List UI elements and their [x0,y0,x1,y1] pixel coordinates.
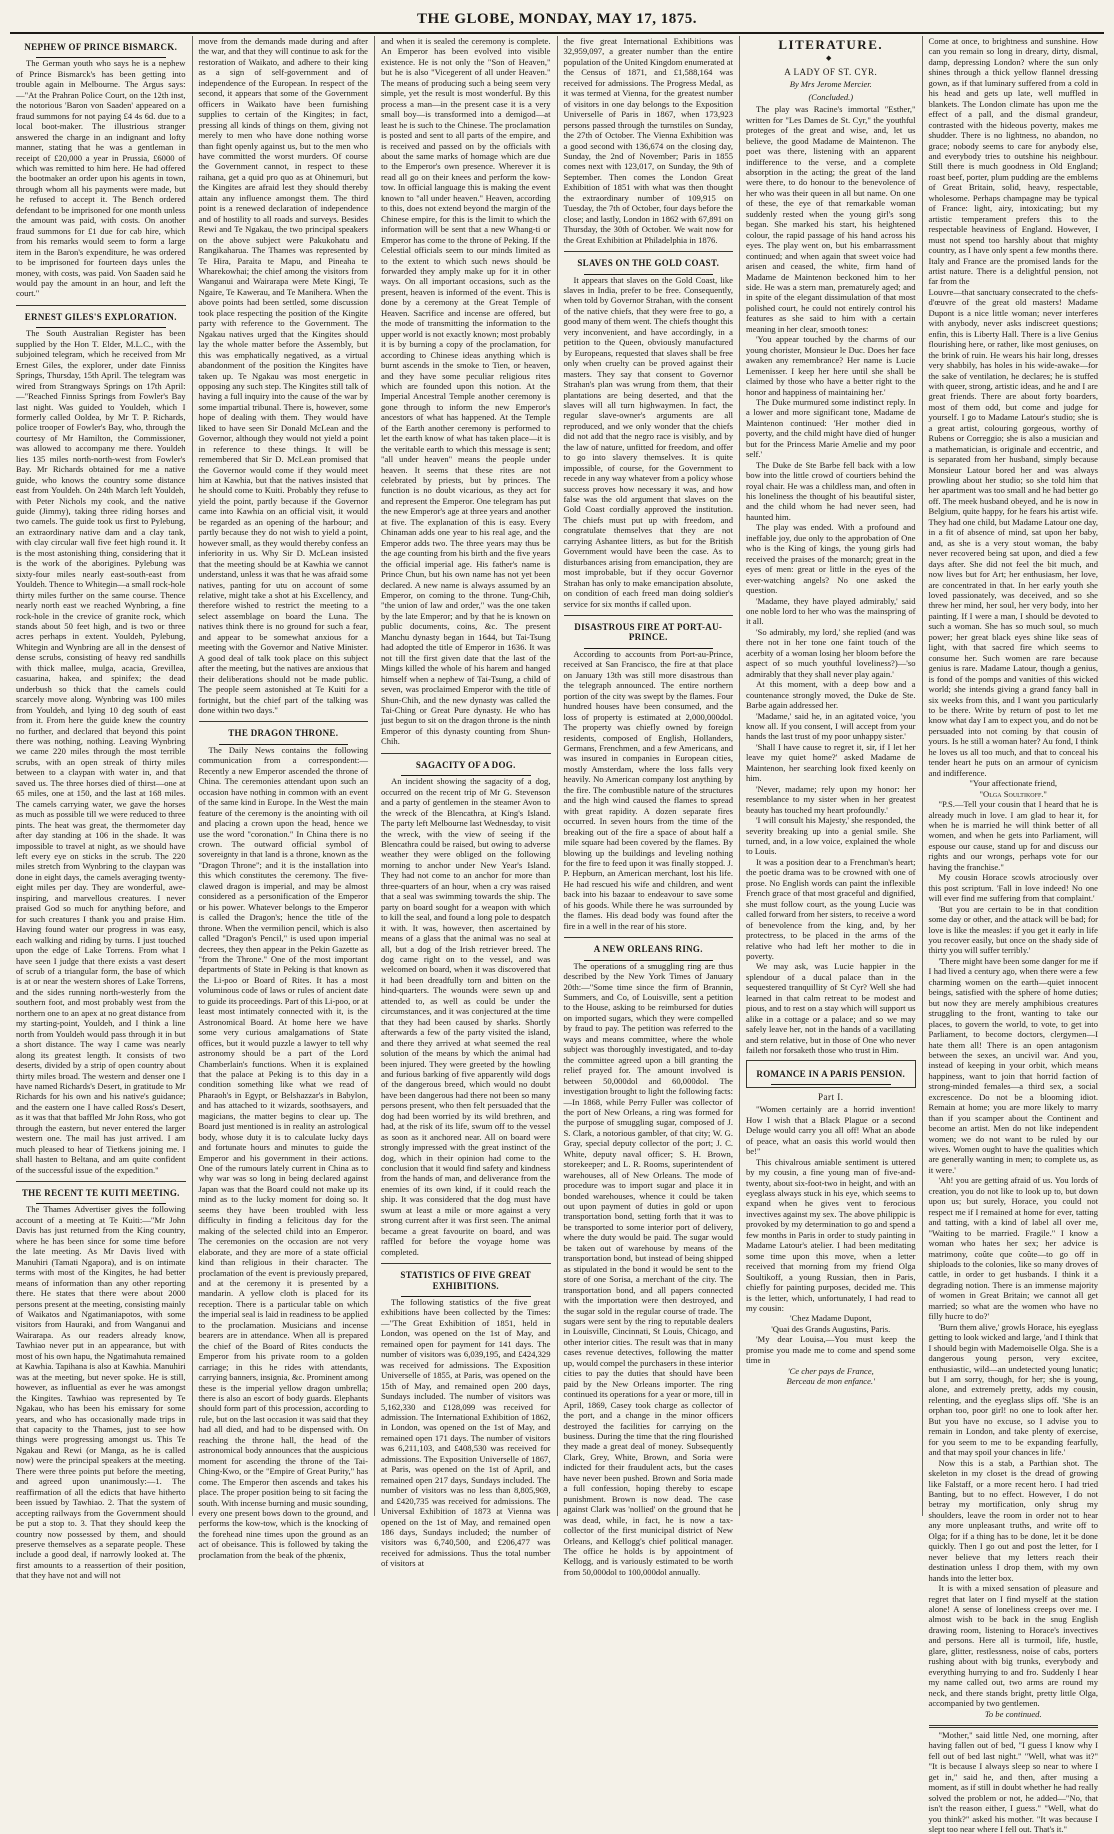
story-paragraph: The play was ended. With a profound and ineffable joy, due only to the approbation of One who is the King of kings, the young girls had received the praises of the monarch; great in the eyes of men: great or little in the eyes of the ever-watching angels? No one asked the question. [746,522,916,596]
article-body-te-kuiti: The Thames Advertiser gives the following account of a meeting at Te Kuiti:—"Mr John Davis has just returned from the King country, where he has been since for some time before the late meeting. As Mr Davis lived with Manuhiri (Tamati Ngapora), and is on intimate terms with most of the Kingites, he had better means of information than any other reporting there. He states that there were about 2000 persons present at the meeting, consisting mainly of Waikatos and Ngatimaniapotos, with some visitors from Hauraki, and from Wanganui and Wairarapa. As our readers already know, Tawhiao never put in an appearance, but with most of his own hapu, the Ngatimahuta remained at Kawhia. Tapihana is also at Kawhia. Manuhiri was at the meeting, but never spoke. He is still, however, as influential as ever he was amongst the Kingites. Tawhiao was represented by Te Ngakau, who has been his emissary for some years, and who has occasionally made trips in that capacity to the Thames, just to see how things were progressing amongst us. This Te Ngakau and Rewi (or Manga, as he is called now) were the principal speakers at the meeting. There were three points put before the meeting, and agreed upon unanimously:—1. The reaffirmation of all the edicts that have hitherto been issued by Tawhiao. 2. That the system of accepting railways from the Government should be put a stop to. 3. That they should keep the country now possessed by them, and should preserve themselves as a separate people. These include a good deal, if narrowly looked at. The first amounts to a reassertion of their position, that they have not and will not [16,1204,186,1581]
story-paragraph: My cousin Horace scowls atrociously over this post scriptum. 'Fall in love indeed! No one will ever find me suffering from that complaint.' [928,872,1098,904]
masthead: THE GLOBE, MONDAY, MAY 17, 1875. [10,6,1104,34]
story-paragraph: It is with a mixed sensation of pleasure and regret that later on I find myself at the station alone! A sense of loneliness creeps over me. I almost wish to be back in the snug English drawing room, listening to Horace's invectives and persons. Here all is turmoil, life, hustle, glare, glitter, restlessness, noise of cabs, porters rushing about with big trunks, everybody and everything hurrying to and fro. Suddenly I hear my name called out, two arms are round my neck, and there stands bright, pretty little Olga, accompanied by two gentlemen. [928,1583,1098,1709]
story-paragraph: 'Ah! you are getting afraid of us. You lords of creation, you do not like to look up to, but down upon us; but surely, Horace, you could not respect me if I remained at home for ever, tatting and tatting, with a kind of label all over me, "Waiting to be married. Fragile." I know a woman who hates her sex; her advice is matrimony, coûte que coûte—to go off in shiploads to the colonies, like so many droves of cattle, in order to get husbands. I think it a degrading notion. There is an immense majority of women in Great Britain; we cannot all get married; so what are the women who have no filly hucre to do?' [928,1175,1098,1322]
story-paragraph: 'There might have been some danger for me if I had lived a century ago, when there were a few charming women on the earth—quiet innocent beings, satisfied with the sphere of home duties; but now they are merely amphibious creatures struggling to the front, wanting to take our places, to govern the world, to vote, to get into Parliament, to become doctors, clergymen—I hate them all! There is an open antagonism between the sexes, an uncivil war. And you, instead of keeping in your orbit, which means happiness, want to join that horrid faction of strong-minded females—a third sex, a social excrescence. Do not be a blooming idiot. Remain at home; you are more likely to marry than if you scamper about the Continent and become an artist. Men do not like independent women; we do not want to be ruled by our wives. Women ought to have the qualities which are generally wanting in men; to complete us, as it were.' [928,955,1098,1175]
article-title-gold-coast: SLAVES ON THE GOLD COAST. [577,258,720,269]
story-paragraph: Come at once, to brightness and sunshine. How can you remain so long in dreary, dirty, dismal, damp, depressing London? where the sun only shines through a thick yellow flannel dressing gown, as if that luminary suffered from a cold in his head and gets up late, well muffled in blankets. The London climate has upon me the effect of a pall, and the dismal grandeur, contrasted with the hideous poverty, makes me shudder. There is no lightness, no abandon, no grace; nobody seems to care for anybody else, and everybody tries to outshine his neighbour. Still there is much goodness in Old England; roast beef, porter, plum pudding are the emblems of Great Britain, solid, heavy, respectable, wholesome. Perhaps champagne may be typical of France: light, airy, intoxicating; but my artistic temperament prefers this to the respectable heaviness of England. However, I must not spend too harshly about that mighty country, as I have only spent a few months there. Italy and France are the promised lands for the artist nature. There is a delightful pension, not far from the [928,36,1098,287]
column-4 [558,36,741,1577]
story-paragraph: Now this is a stab, a Parthian shot. The skeleton in my closet is the dread of growing like Falstaff, or a more recent hero. I had tried Banting, but to no effect. However, I do not betray my mortification, only shrug my shoulders, leave the room in order not to hear any more unpleasant truths, and write off to Olga; for if a thing has to be done, let it be done quickly. Then I go out and post the letter, for I never believe that my letters reach their destination unless I drop them, with my own hands into the letter box. [928,1457,1098,1583]
story-paragraph: "Women certainly are a horrid invention! How I wish that a Black Plague or a second Deluge would carry you all off! What an abode of peace, what an oasis this world would then be!" [746,1104,916,1157]
story-byline: By Mrs Jerome Mercier. [789,79,872,90]
story-paragraph: 'Shall I have cause to regret it, sir, if I let her leave my quiet home?' asked Madame de Maintenon, her searching look fixed keenly on him. [746,741,916,784]
article-body-port-au-prince: According to accounts from Port-au-Prince, received at San Francisco, the fire at that place on January 13th was still more disastrous than the telegraph announced. The entire northern portion of the city was swept by the flames. Four hundred houses have been consumed, and the loss of property is estimated at 2,000,000dol. The property was chiefly owned by foreign residents, composed of English, Hollanders, Germans, Frenchmen, and a few Americans, and was insured in companies in European cities, mostly Amsterdam, where the loss falls very heavily. No American company lost anything by the fire. The combustible nature of the structures and the high wind caused the flames to spread with great rapidity. A dozen separate fires occurred. In seven hours from the time of the breaking out of the fire a space of about half a mile square had been covered by the flames. By blowing up the buildings and leveling nothing for the fire to feed upon it was finally stopped. J. P. Hepburn, an American merchant, lost his life. He had rescued his wife and children, and went back into his bazaar to endeavour to save some of his goods. While there he was surrounded by the flames. His dead body was found after the fire in a well in the rear of his store. [563,648,733,931]
story-paragraph: Louvre—that sanctuary consecrated to the chefs-d'œuvre of the great old masters! Madame Dupont is a nice little woman; never interferes with anybody, never asks indiscreet questions; enfin, this is Liberty Hall. There is a live Genius flourishing here, or rather, like most geniuses, on the brink of ruin. He wears his hair long, dresses very shabbily, has holes in his wide-awake—for the sake of ventilation, he declares; he is stuffed with queer, strong, artistic ideas, and he and I are great friends. There are about forty boarders, most of them odd, but come and judge for yourself. I go to Madame Latour's studio; she is a great artist, colouring gorgeous, worthy of Rubens or Correggio; she is also a musician and a mathematician, is originale and eccentric, and is separated from her husband, simply because Monsieur Latour bored her and was always prowling about her studio; so she told him that her apartment was too small and he had better go off. The meek husband obeyed, and he is now in Belgium, quite happy, for he fears his artist wife. They had one child, but Madame Latour one day, in a fit of absence of mind, sat upon her baby, and, as she is a very stout woman, the baby never recovered being sat upon, and died a few days after. She did not feel the bit much, and now lives but for Art; her enthusiasm, her love, are concentrated in that. In her early youth she loved passionately, was deceived, and so she threw her mind, her soul, her very body, into her painting. If I were a man, I should be devoted to such a woman. She has so much soul, so much power; her great black eyes shine like seas of light, with that sacred fire which seems to consume her. Such women are rare because genius is rare. Madame Latour, though a genius, is fond of the pomps and vanities of this wicked world; she intends giving a grand fancy ball in six weeks from this, and I want you particularly to be there. Write by return of post to let me know what day I am to expect you, and do not be persuaded into not coming by that cousin of yours. Is he still a woman hater? Au fond, I think he loves us all too much, and that to conceal his tender heart he puts on an armour of cynicism and indifference. [928,286,1098,778]
article-title-sagacity-dog: SAGACITY OF A DOG. [415,759,516,770]
story-paragraph: "P.S.—Tell your cousin that I heard that he is already much in love. I am glad to hear it, for when he is married he will think better of all women, and when he gets into Parliament, will espouse our cause, stand up for and discuss our rights and our wrongs, perhaps vote for our having the franchise." [928,799,1098,872]
story-paragraph: 'Burn them alive,' growls Horace, his eyeglass getting to look wicked and large, 'and I think that I should begin with Mademoiselle Olga. She is a dangerous young person, very excitee, enthusiastic, wild—an undetected young lunatic; but I am sorry, though, for her; she is young, alone, and extremely pretty, adds my cousin, relenting, and the eyeglass slips off. 'She is an orphan too, poor girl! no one to look after her. But you have no excuse, so I advise you to remain in London, and take plenty of exercise, for you seem to me to be expanding fearfully, and that may spoil your chances in life.' [928,1321,1098,1458]
story-paragraph: 'You appear touched by the charms of our young chorister, Monsieur le Duc. Does her face awaken any remembrance? Her name is Lucie Lemenisser. I keep her here until she shall be claimed by those who have a better right to the honor and happiness of maintaining her.' [746,334,916,397]
article-body-new-orleans: The operations of a smuggling ring are thus described by the New York Times of January 20th:—"Some time since the firm of Brannin, Summers, and Co, of Louisville, sent a petition to the House, asking to be reimbursed for duties on imported sugars, which they were compelled by fraud to pay. The petition was referred to the ways and means committee, where the whole subject was thoroughly investigated, and to-day the committee agreed upon a bill granting the relief prayed for. The amount involved is between 50,000dol and 60,000dol. The investigation brought to light the following facts:—In 1868, while Perry Fuller was collector of the port of New Orleans, a ring was formed for the purpose of smuggling sugar, composed of J. S. Clark, a notorious gambler, of that city; W. G. Gray, special deputy collector of the port; J. C. White, deputy naval officer; S. H. Brown, storekeeper; and L. R. Rooms, superintendent of warehouses, all of New Orleans. The mode of procedure was to import sugar and place it in bonded warehouses, whence it could be taken out upon payment of duties in gold or upon transportation bond, setting forth that it was to be transported to some interior port of delivery, where the duty would be paid. The sugar would be taken out of warehouse by means of the transportation bond, but instead of being shipped as stipulated in the bond it would be sent to the store of one Sorisa, a merchant of the city. The transportation bond, and all papers connected with the importation were then destroyed, and the sugar sold in the regular course of trade. The sugars were sent by the ring to reputable dealers in Louisville, Cincinnati, St Louis, Chicago, and other interior cities. The result was that in many cases revenue detectives, following the matter up, would compel the purchasers in these interior cities to pay the duties that should have been paid by the New Orleans importer. The ring continued its operations for a year or more, till in April, 1869, Casey took charge as collector of the port, and a change in the minor officers destroyed the facilities for carrying on the business. During the time that the ring flourished they made a great deal of money. Subsequently Clark, Grey, White, Brown, and Soria were indicted for their fraudulent acts, but the cases have never been pushed. Brown and Soria made a full confession, hoping thereby to escape punishment. Brown is now dead. The case against Clark was 'nollied' on the ground that he was dead, while, in fact, he is now a tax-collector of the first municipal district of New Orleans, and Kellogg's chief political manager. The office he holds is by appointment of Kellogg, and is variously estimated to be worth from 50,000dol to 100,000dol annually. [563,960,733,1577]
story-paragraph: It was a position dear to a Frenchman's heart; the poetic drama was to be crowned with one of prose. No English words can paint the inflexible French grace of that most graceful and dignified, she must follow court, as the young Lucie was called forward from her sisters, to receive a word of benevolence from the king, and, by her protectress, to be placed in the arms of the relative who had left her mother to die in poverty. [746,856,916,961]
column-1 [10,36,193,1581]
story-paragraph: The play was Racine's immortal "Esther," written for "Les Dames de St. Cyr," the youthful proteges of the great and wise, and, let us believe, the good Madame de Maintenon. The poet was there, listening with an apparent indifference to the verse, and a complete absorption in the acting; the great of the land were there, to do honour to the benevolence of her who was their queen in all but name. On one of these, the eye of that remarkable woman suddenly rested when the young girl's song began. She marked his start, his heightened colour, the rapid passage of his hand across his eyes. The play went on, but his embarrassment continued; and when again that sweet voice had arisen and ceased, the white, firm hand of Madame de Maintenon beckoned him to her side. He was a stern man, prematurely aged; and in spite of the elegant dissimulation of that most polished court, he could not entirely control his features as she said to him with a certain meaning in her clear, smooth tones: [746,104,916,334]
article-separator [199,721,369,722]
quote-line: 'Ce cher pays de France, [787,1365,874,1376]
story-paragraph: 'Madame, they have played admirably,' said one noble lord to her who was the mainspring of it all. [746,595,916,627]
story-paragraph: 'So admirably, my lord,' she replied (and was there not in her tone one faint touch of the acerbity of a woman losing her bloom before the aspect of so much youthful loveliness?)—'so admirably that they shall never play again.' [746,626,916,679]
title-rule [771,1084,891,1085]
story-paragraph: 'I will consult his Majesty,' she responded, the severity breaking up into a genial smile. She turned, and, in a low voice, explained the whole to Louis. [746,815,916,857]
letter-address-line: 'Chez Madame Dupont, [790,1313,872,1324]
letter-address-line: 'Quai des Grands Augustins, Paris. [771,1323,891,1334]
article-title-port-au-prince: DISASTROUS FIRE AT PORT-AU-PRINCE. [574,622,723,643]
article-separator [381,753,551,754]
story-title-paris-pension: ROMANCE IN A PARIS PENSION. [756,1068,906,1079]
article-title-exhibitions: STATISTICS OF FIVE GREAT EXHIBITIONS. [400,1270,532,1291]
article-title-bismarck: NEPHEW OF PRINCE BISMARCK. [24,42,178,52]
article-separator [16,1181,186,1182]
article-body-bismarck: The German youth who says he is a nephew of Prince Bismarck's has been getting into trouble again in Melbourne. The Argus says:—"At the Prahran Police Court, on the 12th inst, the notorious 'Baron von Saaden' appeared on a fraud summons for not paying £4 4s 6d. due to a local boot-maker. The illustrious stranger answered the charge in an indignant and lofty manner, stating that he was a gentleman in receipt of £20,000 a year in Prussia, £6000 of which was remitted to him here. He had offered the bootmaker an order upon his agents in town, through whom all his payments were made, but he refused to accept it. The Bench ordered defendant to be imprisoned for one month unless the amount was paid, with costs. On another fraud summons for £1 due for cab hire, which from his remarks would seem to form a large item in the Baron's expenditure, he was ordered to be imprisoned for fourteen days unles the money, with costs, was paid. Von Saaden said he would pay the amount in an hour, and left the court." [16,58,186,299]
to-be-continued-note: To be continued. [984,1708,1042,1719]
article-title-giles: ERNEST GILES'S EXPLORATION. [24,311,177,322]
article-separator [564,251,734,252]
quote-line: Berceau de mon enfance.' [786,1376,875,1387]
story-paragraph: 'My dear Louisa,—You must keep the promise you made me to come and spend some time in [746,1334,916,1366]
column-6 [923,36,1105,1834]
ornament-divider: ◆ [826,54,836,63]
article-body-exhibitions: The following statistics of the five great exhibitions have been collected by the Times:—"The Great Exhibition of 1851, held in London, was opened on the 1st of May, and remained open for payment for 141 days. The number of visitors was 6,039,195, and £424,329 was received for admissions. The Exposition Universelle of 1855, at Paris, was opened on the 15th of May, and remained open 200 days, Sundays included. The number of visitors was 5,162,330 and £128,099 was received for admission. The International Exhibition of 1862, in London, was opened on the 1st of May, and remained open 171 days. The number of visitors was 6,211,103, and £408,530 was received for admissions. The Exposition Universelle of 1867, at Paris, was opened on the 1st of April, and remained open 217 days, Sundays included. The number of visitors was no less than 8,805,969, and £420,735 was received for admissions. The Universal Exhibition of 1873 at Vienna was opened on the 1st of May, and remained open 186 days, Sundays included; the number of visitors was 6,740,500, and £206,477 was received for admissions. Thus the total number of visitors at [381,1297,551,1569]
anecdote-paragraph: "Mother," said little Ned, one morning, after having fallen out of bed, "I guess I know why I fell out of bed last night." "Well, what was it?" "It is because I always sleep so near to where I get in," said he, and then, after musing a moment, as if still in doubt whether he had really solved the problem or not, he added—"No, that isn't the reason either, I guess." "Well, what do you think?" asked his mother. "It was because I slept too near where I fell out. That's it." [928,1729,1098,1834]
letter-signature: "Olga Soultikoff." [979,788,1047,799]
article-body-te-kuiti-cont: move from the demands made during and after the war, and that they will continue to ask for the restoration of Waikato, and adhere to their king as a sign of self-government and of independence of the European. In respect of the second, it appears that some of the Government officers in Waikato have been furnishing supplies to certain of the Kingites; in fact, pressing all kinds of things on them, giving not merely to men who have done nothing worse than fight openly against us, but to the men who have committed the worst murders. Of course the Government cannot, in respect to these raihana, get a quid pro quo as at Ohinemuri, but the Kingites are afraid lest they should thereby attain any influence amongst them. The third point is a renewed declaration of independence and of hostility to all roads and surveys. Besides Rewi and Te Ngakau, the two principal speakers on the above subject were Pakukohatu and Rangikaharua. The Thames was represented by Te Hira, Paraita te Mapu, and Pineaha te Wharekowhai; the chief among the visitors from Wanganui and Wairarapa were Mete Kingi, Te Ngaire, Te Kawerau, and Te Manihera. When the above points had been settled, some discussion took place respecting the position of the Kingite party with reference to the Government. The Ngakau natives urged that the Kingites should lay the whole matter before the Assembly, but this was emphatically negatived, as a virtual abandonment of the position the Kingites have taken up. Te Ngakau was most energetic in opposing any such step. The Kingites still talk of having a full inquiry into the cause of the war by some impartial tribunal. There is, however, some hope of dealing with them. They would have liked to have seen Sir Donald McLean and the Governor, although they would not yield a point in reference to these things. It will be remembered that Sir D. McLean promised that the Governor would come if they would meet him at Kawhia, but that the natives insisted that he should come to Kuiti. Probably they refuse to yield the point, partly because if the Governor came into Kawhia on an official visit, it would be regarded as an opening of the harbour; and partly because they do not wish to yield a point, however small, as they would thereby confess an inferiority in us. Why Sir D. McLean insisted that the meeting should be at Kawhia we cannot understand, unless it was that he was afraid some natives, panting for utu on account of some relative, might take a shot at his Excellency, and therefore wished to restrict the meeting to a select assemblage on board the Luna. The natives think there is no ground for such a fear, and appear to be somewhat anxious for a meeting with the Governor and Native Minister. A good deal of talk took place on this subject after the meeting, but the natives are anxious that their deliberations should not be made public. The people seem astonished at Te Kuiti for a fortnight, but the chief part of the talking was done within two days." [198,36,368,715]
article-title-te-kuiti: THE RECENT TE KUITI MEETING. [21,1188,180,1199]
article-body-sagacity-dog: An incident showing the sagacity of a dog, occurred on the recent trip of Mr G. Stevenson and a party of gentlemen in the steamer Avon to the wreck of the Blencathra, at King's Island. The party left Melbourne last Wednesday, to visit the wreck, with the view of seeing if the Blencathra could be raised, but owing to adverse weather they were obliged on the following morning to anchor under New Year's Island. They had not come to an anchor for more than three-quarters of an hour, when a cry was raised that a seal was swimming towards the ship. The party on board sought for a weapon with which to kill the seal, and found a long pole to despatch it with. It was, however, then ascertained by means of a glass that the animal was no seal at all, but a dog of the Irish retriever breed. The dog came right on to the vessel, and was welcomed on board, when it was discovered that it had been dreadfully torn and bitten on the hind-quarters. The wounds were sewn up and attended to, as well as could be under the circumstances, and it was conjectured at the time that they had been caused by sharks. Shortly afterwards a few of the party visited the island, and there they arrived at what seemed the real solution of the means by which the animal had been injured. They were greeted by the howling and furious barking of five apparently wild dogs of the dangerous breed, which would no doubt have been dangerous had there not been so many persons present, who then felt persuaded that the dog had been worried by its wild brethren, and had, at the risk of its life, swum off to the vessel as soon as it anchored near. All on board were strongly impressed with the great instinct of the dog, which in their opinion had come to the conclusion that it would find safety and kindness from the hands of man, and deliverance from the enemies of its own kind, if it could reach the ship. It was considered that the dog must have swum at least a mile or more against a very strong current after it was first seen. The animal became a great favourite on board, and was raffled for before the voyage home was completed. [381,776,551,1257]
story-paragraph: This chivalrous amiable sentiment is uttered by my cousin, a fine young man of five-and-twenty, about six-foot-two in height, and with an eyeglass always stuck in his eye, which seems to expand when he gives vent to ferocious invectives against my sex. The above philippic is provoked by my determination to go and spend a few months in Paris in order to study painting in Madame Latour's atelier. I had been meditating some time upon this move, when a letter received that morning from my friend Olga Soultikoff, a young Russian, then in Paris, chiefly for painting purposes, decided me. This is the letter, which, unfortunately, I had read to my cousin: [746,1156,916,1314]
article-separator [381,1263,551,1264]
article-separator [564,937,734,938]
column-3 [375,36,558,1569]
story-title-st-cyr: A LADY OF ST. CYR. [784,66,878,77]
article-title-dragon-throne: THE DRAGON THRONE. [228,728,339,739]
article-title-new-orleans: A NEW ORLEANS RING. [593,944,703,955]
story-paragraph: 'But you are certain to be in that condition some day or other, and the attack will be bad; for love is like the measles: if you get it early in life you recover easily, but once on the shady side of thirty you will suffer terribly.' [928,903,1098,956]
story-box-paris-pension [746,1060,916,1088]
story-paragraph: 'Madame,' said he, in an agitated voice, 'you know all. If you consent, I will accept from your hands the last trust of my poor unhappy sister.' [746,710,916,742]
letter-signoff: "Your affectionate friend, [969,778,1058,789]
article-body-exhibitions-cont: the five great International Exhibitions was 32,959,097, a greater number than the entire population of the United Kingdom enumerated at the Census of 1871, and £1,588,164 was received for admissions. The Progress Medal, as it was termed at Vienna, for the greatest number of visitors in one day belongs to the Exposition Universelle of Paris in 1867, when 173,923 persons passed through the turnstiles on Sunday, the 27th of October. The Vienna Exhibition was a good second with 136,674 on the closing day, Sunday, the 2nd of November; Paris in 1855 comes next with 123,017, on Sunday, the 9th of September. Then comes the London Great Exhibition of 1851 with what was then thought the extraordinary number of 109,915 on Tuesday, the 7th of October, four days before the close; and lastly, London in 1862 with 67,891 on Thursday, the 30th of October. We wait now for the Great Exhibition at Philadelphia in 1876. [563,36,733,245]
article-body-gold-coast: It appears that slaves on the Gold Coast, like slaves in India, prefer to be free. Consequently, when told by Governor Strahan, with the consent of the native chiefs, that they were free to go, a good many of them went. The chiefs thought this very inconvenient, and have accordingly, in a petition to the Queen, obviously manufactured by Europeans, requested that slaves shall be free only when cruelty can be proved against their masters. They say that consent to Governor Strahan's plan was wrung from them, that their plantations are being deserted, and that the slaves will all turn highwaymen. In fact, the regular slave-owner's arguments are all reproduced, and we only wonder that the chiefs did not add that the negro race is visibly, and by the law of nature, unfitted for freedom, and offer to go into slavery themselves. It is quite impossible, of course, for the Government to recede in any way whatever from a policy whose success proves how necessary it was, and how false was the old argument that slaves on the Gold Coast cordially approved the institution. The chiefs must put up with freedom, and congratulate themselves that they are not carrying Ashantee litters, as but for the British Government would have been the case. As to disturbances arising from emancipation, they are most improbable, but if they occur Governor Strahan has only to make emancipation absolute, on condition of each freed man doing soldier's service for six months if called upon. [563,274,733,609]
story-part-label: Part I. [818,1091,844,1102]
column-2 [193,36,376,1560]
story-paragraph: The Duke de Ste Barbe fell back with a low bow into the little crowd of courtiers behind the royal chair. He was a childless man, and often in his loneliness the thought of his beautiful sister, and the child whom he had never seen, had haunted him. [746,459,916,522]
story-paragraph: 'Never, madame; rely upon my honor: her resemblance to my sister when in her greatest beauty has touched my heart profoundly.' [746,783,916,815]
section-heading-literature: LITERATURE. [778,37,884,52]
column-5 [740,36,923,1516]
article-body-dragon-throne-cont: and when it is sealed the ceremony is complete. An Emperor has been evolved into visible existence. He is not only the "Son of Heaven," but he is also "Vicegerent of all under Heaven." The means of producing such a being seem very simple, yet the result is most wonderful. By this process a man—in the present case it is a very small boy—is transformed into a demigod—at least he is such to the Chinese. The proclamation is posted and sent to all parts of the empire, and is received and passed on by the officials with about the same marks of homage which are due to the Emperor's own presence. Wherever it is read all go on their knees and perform the kow-tow. In official language this is making the event known to "all under heaven." Heaven, according to this, does not extend beyond the margin of the Chinese empire, for this is the limit to which the information will be sent that a new Whang-ti or Emperor has come to the throne of Peking. If the Celestial officials seem to our minds limited as to the extent to which such news should be forwarded they amply make up for it in other ways. On all important occasions, such as the present, heaven is informed of the event. This is done by a ceremony at the Great Temple of Heaven. Sacrifice and incense are offered, but the mode of transmitting the information to the upper world is not exactly known; most probably it is by burning a copy of the proclamation, for according to Chinese ideas anything which is burnt ascends in the smoke to Tien, or heaven, and they have some peculiar religious rites which are founded upon this notion. At the Imperial Ancestral Temple another ceremony is gone through to inform the new Emperor's ancestors of what has happened. At the Temple of the Earth another ceremony is performed to let the earth know of what has taken place—it is the veritable earth to which this message is sent; "all under heaven" means the people under heaven. It seems that these rites are not celebrated by priests, but by princes. The function is no doubt vicarious, as they act for and represent the Emperor. One telegram has put the new Emperor's age at three years and another at five. The explanation of this is easy. Every Chinaman adds one year to his real age, and the Emperor adds two. The three years may thus be the age counting from his birth and the five years the official imperial age. His father's name is Prince Chun, but his own name has not yet been declared. A new name is always assumed by an Emperor, on coming to the throne. Tung-Chih, "the union of law and order," was the one taken by the late Emperor; and by that he is known on public documents, coins, &c. The present Manchu dynasty began in 1644, but Tai-Tsung had adopted the title of Emperor in 1636. It was not till the first given date that the last of the Mings killed the whole of his harem and hanged himself when a nephew of Tai-Tsung, a child of seven, was proclaimed Emperor with the title of Shun-Chih, and the new dynasty was called the Tai-Ching or Great Pure dynasty. He who has just begun to sit on the dragon throne is the ninth Emperor of this dynasty counting from Shun-Chih. [381,36,551,747]
story-concluded-note: (Concluded.) [808,91,854,102]
story-paragraph: The Duke murmured some indistinct reply. In a lower and more significant tone, Madame de Maintenon continued: 'Her mother died in poverty, and the child might have died of hunger but for the Princess Marie Amelie and my poor self.' [746,396,916,460]
article-separator [16,305,186,306]
article-separator [929,1725,1099,1728]
story-paragraph: We may ask, was Lucie happier in the splendour of a ducal palace than in the sequestered tranquillity of St Cyr? Well she had learned in that calm retreat to be modest and pious, and to rest on a stay which will support us alike in a cottage or a palace; and so we may safely leave her, not in the hands of a vacillating and stern relative, but in those of One who never faileth nor forsaketh those who trust in Him. [746,961,916,1056]
article-body-giles: The South Australian Register has been supplied by the Hon T. Elder, M.L.C., with the subjoined telegram, which he received from Mr Ernest Giles, the explorer, under date Finniss Springs, Thursday, 15th April. The telegram was wired from Strangways Springs on 17th April:—"Reached Finniss Springs from Fowler's Bay last night. Was guided to Youldeh, which I formerly called Ooldea, by Mr T. P. Richards, police trooper of Fowler's Bay, who, through the courtesy of Mr Hamilton, the Commissioner, was allowed to accompany me there. Youldeh lies 135 miles north-north-west from Fowler's Bay. Mr Richards obtained for me a native guide, who knows the country some distance east from Youldeh. On 24th March left Youldeh, with Peter Nichols my cook, and the native guide (Jimmy), taking three riding horses and two camels. The guide took us first to Pylebung, an extraordinary native dam and a clay tank, with clay circular wall five feet high round it. It is the most astonishing thing, considering that it is the work of the aborigines. Pylebung was sixty-four miles nearly east-south-east from Youldeh. Thence to Whitegin—a small rock-hole thirty miles further on the same course. Thence nearly north east we reached Wynbring, a fine rock-hole in the crevice of granite rock, which stands about 50 feet high, and is two or three acres perhaps in extent. Youldeh, Pylebung, Whitegin and Wynbring are all in the densest of dense scrubs, consisting of heavy red sandhills with thick mallee, mulga, acacia, Grevillea, casuarina, hakea, and spinifex; the dead underbush so thick that the camels could scarcely move along. Wynbring was 100 miles from Youldeh, and lying 10 deg south of east from it. From here the guide knew the country no further, and declared that beyond this point there was nothing, nothing. Leaving Wynbring we came 220 miles through the most terrible scrubs, with an open streak of thirty miles between to a claypan with water in, and that saved us. The three horses died of thirst—one at 65 miles, one at 150, and the last at 168 miles. The camels carrying water, we gave the horses as much as possible till we were reduced to three pints. The heat was great, the thermometer day after day standing at 106 in the shade. It was impossible to travel at night, as we should have left every eye on sticks in the scrub. The 220 miles stretch from Wynbring to the claypan was done in eight days, the camels averaging twenty-eight miles per day. They are wonderful, awe-inspiring, and marvellous creatures. I never praised God so much for anything before, and for such creatures I thank you and praise Him. Having found water our progress in was easy, each walking and riding by turns. I just touched upon the edge of Lake Torrens. From what I have seen I judge that there exists a vast desert of scrub of a triangular form, the base of which is at or near the western shores of Lake Torrens, and the sides running north-westerly from the southern foot, and most probably west from the northern one to an apex at no great distance from my starting-point, Youldeh, and I think a line north from Youldeh would pass through it in but a short distance. The way I came was nearly along its greatest length. It consists of two deserts, divided by a strip of open country about thirty miles broad. The western and denser one I have named Richards's Desert, in gratitude to Mr Richards for his own and his native's guidance; and the eastern one I have called Ross's Desert, as it was that that baffled Mr John Ross, who got through the eastern, but never entered the larger western one. The mail has just arrived. I am much pleased to hear of Tietkens joining me. I shall hasten to Beltana, and am quite confident of the successful issue of the expedition." [16,328,186,1175]
columns [10,36,1104,1834]
story-paragraph: At this moment, with a deep bow and a countenance strongly moved, the Duke de Ste. Barbe again addressed her. [746,679,916,711]
article-separator [564,615,734,616]
article-body-dragon-throne: The Daily News contains the following communication from a correspondent:—Recently a new Emperor ascended the throne of China. The ceremonies attendant upon such an occasion have nothing in common with an event of the same kind in Europe. In the West the main feature of the ceremony is the anointing with oil and placing a crown upon the head, hence we use the word "coronation." In China there is no crown. The outward official symbol of sovereignty in that land is a throne, known as the "Dragon Throne"; and it is the installation into this which constitutes the ceremony. The five-clawed dragon is imperial, and may be almost considered as a personification of the Emperor or his power. Whatever belongs to the Emperor is called the Dragon's; hence the title of the throne. When the vermilion pencil, which is also called "Dragon's Pencil," is used upon imperial decrees, they then appear in the Pekin Gazette as "from the Throne." One of the most important departments of State in Peking is that known as the Li-poo or Board of Rites. It has a most voluminous code of laws or rules of ancient date to guide its proceedings. Part of this Li-poo, or at least most intimately connected with it, is the Astronomical Board. At home here we have some very curious amalgamations of State offices, but it would puzzle a lawyer to tell why astronomy should be a part of the Lord Chamberlain's functions. When it is explained that the palace at Peking is to this day in a condition something like what we read of Pharaoh's in Egypt, or Belshazzar's in Babylon, and has attached to it wizards, soothsayers, and magicians, the matter begins to clear up. The Board just mentioned is in reality an astrological body, whose duty it is to calculate lucky days and fortunate hours and minutes to guide the Emperor and his government in their actions. One of the rumours lately current in China as to why war was so long in being declared against Japan was that the Board could not make up its mind as to the lucky moment for doing so. It seems they have been troubled with less difficulty in finding a felicitous day for the making of the selected child into an Emperor. The ceremonies on the occasion are not very elaborate, and they are more of a state official kind than religious in their character. The proclamation of the event is previously prepared, and at the ceremony it is presented by a mandarin. A yellow cloth is placed for its reception. There is a particular table on which the imperial seal is laid in readiness to be applied to the proclamation. Musicians and incense bearers are in attendance. When all is prepared the chief of the Board of Rites conducts the Emperor from his private room to a golden carriage; in this he rides with attendants, carrying banners, insignia, &c. Prominent among these is the imperial yellow dragon umbrella; there is also an escort of body guards. Elephants should form part of this procession, according to rule, but on the last occasion it was said that they had all died, and had to be dispensed with. On reaching the throne hall, the head of the astronomical body announces that the auspicious moment for ascending the throne of the Tai-Ching-Kwo, or the "Empire of Great Purity," has come. The Emperor then ascends and takes his place. The proper position being to sit facing the south. With incense burning and music sounding, every one present bows down to the ground, and performs the kow-tow, which is the knocking of the forehead nine times upon the ground as an act of obeisance. This is followed by taking the proclamation from the beak of the phœnix, [198,744,368,1560]
